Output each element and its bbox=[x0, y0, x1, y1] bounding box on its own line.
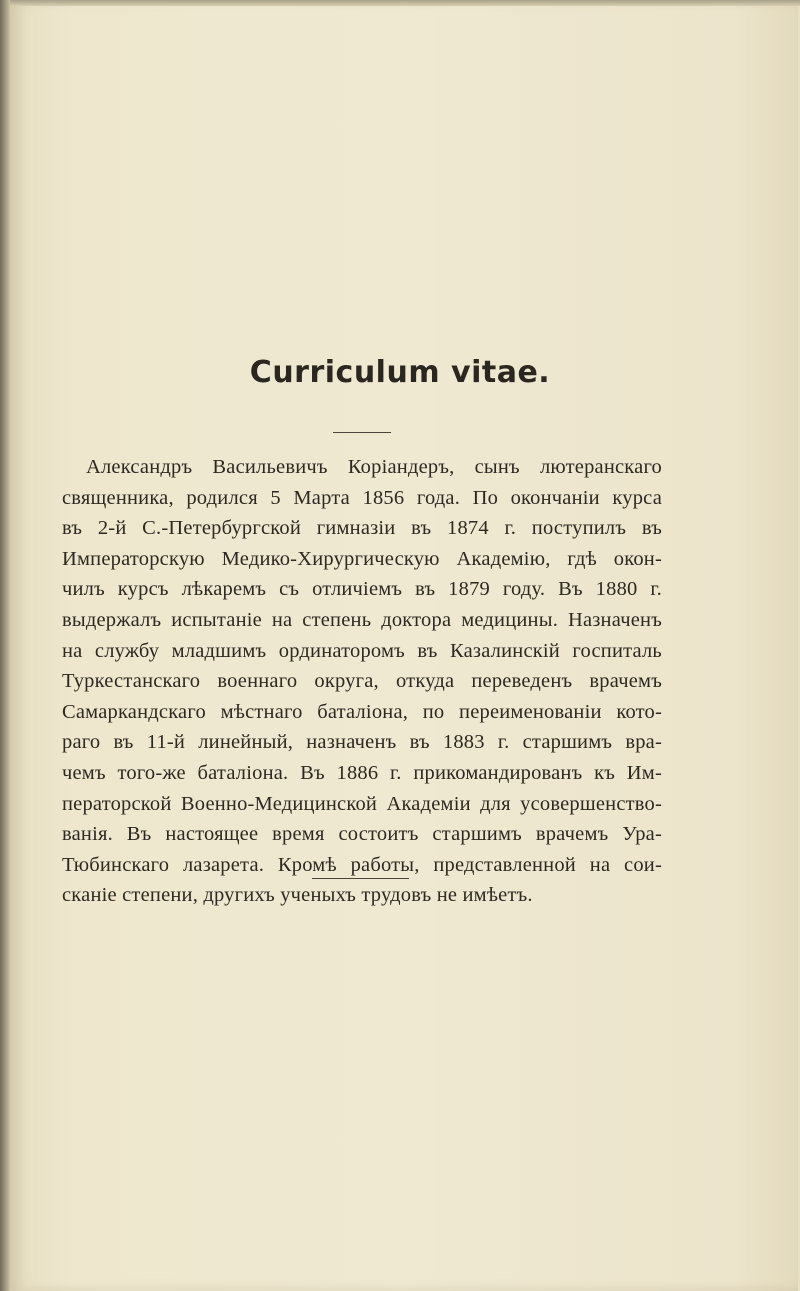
paragraph-line: чемъ того-же баталіона. Въ 1886 г. прикомандированъ къ Им- bbox=[62, 761, 662, 784]
page-top-edge bbox=[10, 0, 800, 6]
paragraph-line: священника, родился 5 Марта 1856 года. По окончаніи курса bbox=[62, 486, 662, 509]
document-title: Curriculum vitae. bbox=[249, 355, 551, 390]
paragraph-line: въ 2-й С.-Петербургской гимназіи въ 1874 г. поступилъ въ bbox=[62, 517, 662, 540]
paragraph-line: сканіе степени, другихъ ученыхъ трудовъ не имѣетъ. bbox=[62, 884, 533, 907]
paragraph-line: раго въ 11-й линейный, назначенъ въ 1883 г. старшимъ вра- bbox=[62, 731, 662, 754]
paragraph-line: Самаркандскаго мѣстнаго баталіона, по переименованіи кото- bbox=[62, 700, 662, 723]
paragraph-line: Александръ Васильевичъ Коріандеръ, сынъ лютеранскаго bbox=[86, 456, 662, 478]
paragraph-line: Императорскую Медико-Хирургическую Академію, гдѣ окон- bbox=[62, 547, 662, 570]
paragraph-line: Туркестанскаго военнаго округа, откуда переведенъ врачемъ bbox=[62, 670, 662, 693]
book-binding-edge bbox=[0, 0, 10, 1291]
closing-divider bbox=[312, 878, 409, 879]
paragraph-line: чилъ курсъ лѣкаремъ съ отличіемъ въ 1879 году. Въ 1880 г. bbox=[62, 578, 662, 601]
paragraph-line: на службу младшимъ ординаторомъ въ Казалинскій госпиталь bbox=[62, 639, 662, 662]
paragraph-line: ванія. Въ настоящее время состоитъ старшимъ врачемъ Ура- bbox=[62, 823, 662, 846]
paragraph-line: ператорской Военно-Медицинской Академіи для усовершенство- bbox=[62, 792, 662, 815]
biography-paragraph bbox=[62, 452, 662, 911]
title-divider bbox=[333, 432, 391, 433]
paragraph-line: Тюбинскаго лазарета. Кромѣ работы, представленной на сои- bbox=[62, 853, 662, 876]
paragraph-line: выдержалъ испытаніе на степень доктора медицины. Назначенъ bbox=[62, 608, 662, 631]
